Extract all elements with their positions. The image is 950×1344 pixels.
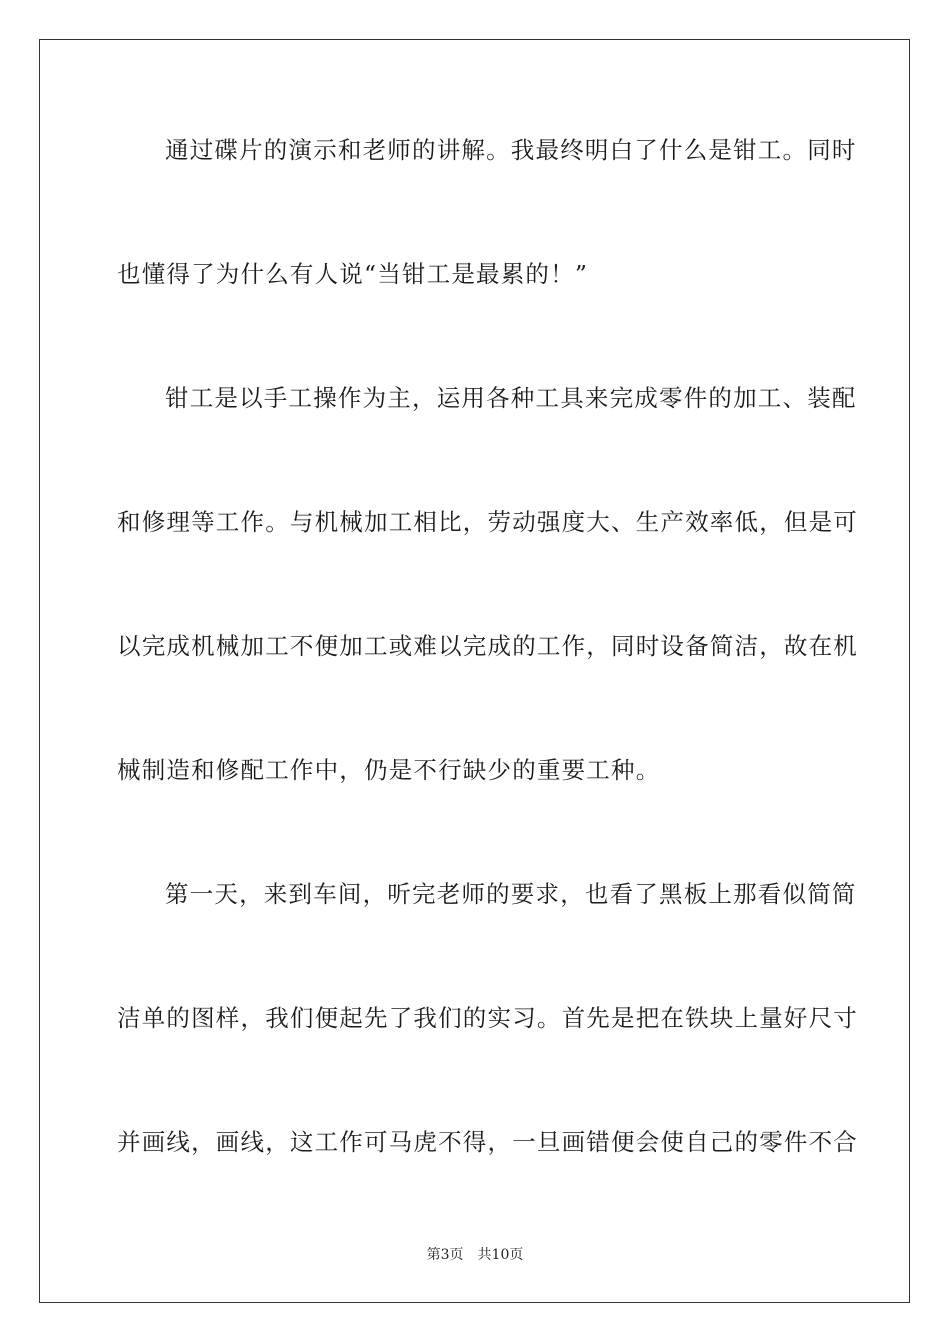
paragraph-2-line-1: 钳工是以手工操作为主，运用各种工具来完成零件的加工、装配 xyxy=(165,384,857,412)
paragraph-2-line-2: 和修理等工作。与机械加工相比，劳动强度大、生产效率低，但是可 xyxy=(117,508,858,536)
page-border xyxy=(39,39,910,1303)
page-number: 第3页 xyxy=(426,1247,464,1263)
paragraph-3-line-3: 并画线，画线，这工作可马虎不得，一旦画错便会使自己的零件不合 xyxy=(117,1128,858,1156)
paragraph-2-line-3: 以完成机械加工不便加工或难以完成的工作，同时设备简洁，故在机 xyxy=(117,632,858,660)
page-total: 共10页 xyxy=(477,1247,524,1263)
page-footer xyxy=(0,1246,950,1264)
paragraph-1-line-1: 通过碟片的演示和老师的讲解。我最终明白了什么是钳工。同时 xyxy=(165,136,857,164)
paragraph-3-line-1: 第一天，来到车间，听完老师的要求，也看了黑板上那看似简简 xyxy=(165,880,857,908)
paragraph-1-line-2: 也懂得了为什么有人说“当钳工是最累的！” xyxy=(117,260,589,288)
paragraph-3-line-2: 洁单的图样，我们便起先了我们的实习。首先是把在铁块上量好尺寸 xyxy=(117,1004,858,1032)
paragraph-2-line-4: 械制造和修配工作中，仍是不行缺少的重要工种。 xyxy=(117,756,661,784)
